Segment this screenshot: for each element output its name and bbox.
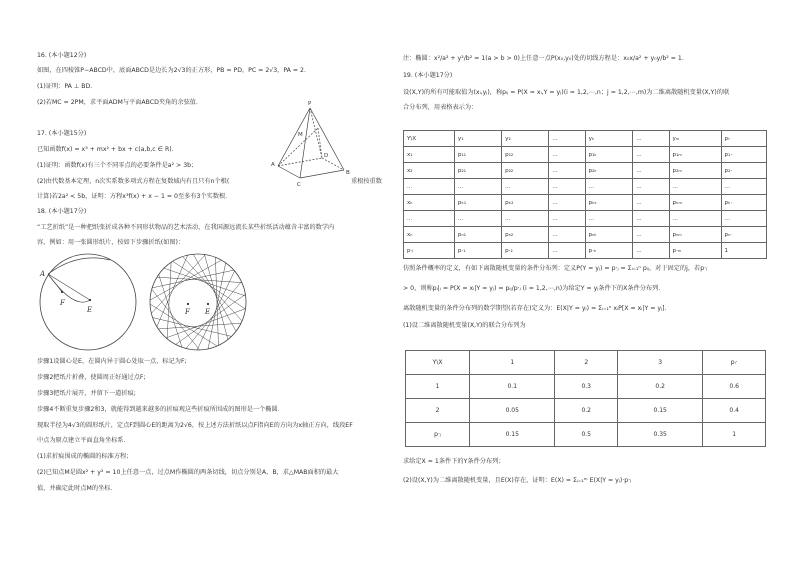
fold-figure-1 — [38, 252, 138, 352]
q19-ask1: 求给定X = 1条件下的Y条件分布列； — [403, 458, 505, 465]
grid-table-cell: ... — [502, 179, 549, 195]
fold-figure-2 — [148, 252, 248, 352]
dist-table-cell: 0.35 — [618, 423, 703, 447]
crease-line — [208, 263, 226, 349]
dist-table-cell: p·ⱼ — [406, 423, 470, 447]
grid-table-cell: xₖ — [404, 195, 455, 211]
label-circ-A: A — [40, 270, 46, 278]
segment-AE — [48, 274, 90, 300]
dist-table-cell: 0.4 — [703, 399, 766, 423]
crease-line — [197, 271, 235, 350]
dist-table-row — [406, 399, 766, 423]
dist-table-row — [406, 351, 766, 375]
grid-table-cell: x₂ — [404, 163, 455, 179]
edge-PC — [310, 108, 344, 170]
grid-table-cell: 1 — [721, 243, 766, 259]
dist-table-cell: 0.2 — [555, 399, 618, 423]
grid-table-cell: ... — [633, 211, 669, 227]
grid-table-cell: p₂· — [721, 163, 766, 179]
grid-table-cell: xₙ — [404, 227, 455, 243]
crease-lines — [150, 254, 246, 350]
grid-table-cell: ... — [549, 179, 585, 195]
label-circ-F: F — [60, 299, 65, 307]
grid-table-cell: p₂ₘ — [669, 163, 721, 179]
grid-table-cell: ... — [549, 195, 585, 211]
point-E — [89, 299, 91, 301]
grid-table-cell: ... — [454, 179, 501, 195]
grid-table-cell: p₂₂ — [502, 163, 549, 179]
label-M: M — [298, 132, 303, 138]
point2-F — [187, 303, 189, 305]
q16-part2: (2)若MC = 2PM，求平面ADM与平面ABCD夹角的余弦值． — [37, 99, 203, 106]
edge-AB — [278, 166, 300, 178]
q18-setup2: 中点为原点建立平面直角坐标系． — [37, 437, 130, 444]
grid-table-cell: ... — [669, 179, 721, 195]
label-circ2-F: F — [185, 308, 190, 316]
right-column — [397, 0, 794, 562]
q18-step4: 步骤4不断重复步骤2和3，就能得到越来越多的折痕观这些折痕所围成的图形是一个椭圆． — [37, 406, 284, 413]
point-F — [61, 291, 63, 293]
q17-part1: (1)证明：函数f(x)有三个不同零点的必要条件是a² > 3b； — [37, 162, 198, 169]
label-circ2-E: E — [205, 308, 211, 316]
edge-PD — [310, 108, 322, 158]
q19-intro1: 设(X,Y)的所有可能取值为(xᵢ,yⱼ)，称pᵢⱼ = P(X = xᵢ,Y = yⱼ)(i = 1,2,⋯,n；j = 1,2,⋯,m)为二维离散随机变量(X,Y)的联 — [403, 89, 730, 96]
crease-line — [158, 323, 241, 329]
grid-table-cell: p₁₂ — [502, 147, 549, 163]
grid-table-cell: p₁ₘ — [669, 147, 721, 163]
q19-part1: (1)设二维离散随机变量(X,Y)的联合分布列为 — [403, 322, 526, 329]
grid-table-cell: y₂ — [502, 131, 549, 147]
grid-table-row — [404, 131, 767, 147]
grid-table-cell: ... — [721, 211, 766, 227]
edge-AD — [278, 158, 322, 166]
grid-table-row — [404, 243, 767, 259]
grid-table-cell: y₁ — [454, 131, 501, 147]
grid-table-row — [404, 163, 767, 179]
q16-header: 16. (本小题12分) — [37, 52, 87, 59]
q19-intro2: 合分布列，用表格表示为： — [403, 104, 478, 111]
grid-table-cell: pₖₖ — [585, 195, 633, 211]
ellipse-note: 注：椭圆：x²/a² + y²/b² = 1(a > b > 0)上任意一点P(x₀,y₀)处的切线方程是：x₀x/a² + y₀y/b² = 1． — [403, 55, 689, 62]
dist-table-cell: 1 — [470, 351, 555, 375]
grid-table-cell: x₁ — [404, 147, 455, 163]
crease-line — [167, 262, 171, 339]
grid-table-cell: ... — [633, 163, 669, 179]
grid-table-row — [404, 211, 767, 227]
fold-arc — [48, 258, 110, 274]
q19-header: 19. (本小题17分) — [403, 72, 453, 79]
label-circ-E: E — [87, 306, 93, 314]
crease-line — [153, 318, 232, 337]
dist-table-cell: 0.6 — [703, 375, 766, 399]
grid-table-cell: ... — [585, 211, 633, 227]
grid-table-cell: p₂₁ — [454, 163, 501, 179]
joint-distribution-table — [405, 350, 766, 447]
grid-table-cell: p·ₘ — [669, 243, 721, 259]
dist-table-cell: 1 — [406, 375, 470, 399]
grid-table-cell: ... — [633, 227, 669, 243]
q18-part2a: (2)已知点M是圆x² + y² = 10上任意一点，过点M作椭圆的两条切线，切点分别是A，B，求△MAB面积的最大 — [37, 469, 339, 476]
q18-part2b: 值，并确定此时点M的坐标． — [37, 485, 117, 492]
grid-table-row — [404, 227, 767, 243]
joint-distribution-general-table — [403, 130, 767, 259]
grid-table-cell: pₙₘ — [669, 227, 721, 243]
grid-table-cell: p·₂ — [502, 243, 549, 259]
crease-line — [152, 289, 200, 350]
dist-table-cell: 2 — [406, 399, 470, 423]
grid-table-cell: ... — [633, 243, 669, 259]
edge-PB — [300, 108, 310, 178]
segment-AF — [48, 274, 62, 292]
dist-table-row — [406, 375, 766, 399]
grid-table-cell: ... — [549, 131, 585, 147]
q19-after1: 仿照条件概率的定义，有如下离散随机变量的条件分布列：定义P(Y = yⱼ) = p·ⱼ = Σᵢ₌₁ⁿ pᵢⱼ，对于固定的j，若p·ⱼ — [403, 265, 708, 272]
q18-intro2: 容，例如：用一张圆形纸片，按如下步骤折纸(如图)： — [37, 239, 185, 246]
grid-table-cell: ... — [502, 211, 549, 227]
grid-table-cell: p₁₁ — [454, 147, 501, 163]
q17-header: 17. (本小题15分) — [37, 130, 87, 137]
q16-part1: (1)证明：PA ⊥ BD． — [37, 83, 97, 90]
label-B: B — [346, 170, 350, 176]
grid-table-cell: ... — [549, 227, 585, 243]
grid-table-cell: ... — [633, 131, 669, 147]
grid-table-cell: ... — [454, 211, 501, 227]
grid-table-cell: pₙ₂ — [502, 227, 549, 243]
dist-table-cell: 0.2 — [618, 375, 703, 399]
q18-step3: 步骤3把纸片展开，并留下一道折痕; — [37, 390, 136, 397]
crease-line — [152, 270, 234, 288]
grid-table-cell: pᵢ· — [721, 131, 766, 147]
dist-table-cell: 0.15 — [470, 423, 555, 447]
crease-line — [157, 277, 242, 282]
q18-intro1: “工艺折纸”是一种把纸张折成各种不同形状物品的艺术活动，在我国源远流长某些折纸活动蕴含丰富的数学内 — [37, 224, 335, 231]
label-A: A — [271, 162, 275, 168]
dist-table-cell: 2 — [555, 351, 618, 375]
dist-table-cell: 0.1 — [470, 375, 555, 399]
grid-table-cell: p·ⱼ — [404, 243, 455, 259]
grid-table-cell: pₖ· — [721, 195, 766, 211]
grid-table-row — [404, 179, 767, 195]
grid-table-row — [404, 147, 767, 163]
grid-table-cell: ... — [585, 179, 633, 195]
grid-table-cell: p·ₖ — [585, 243, 633, 259]
grid-table-cell: ... — [669, 211, 721, 227]
circle-outline — [40, 254, 136, 350]
grid-table-cell: ... — [549, 163, 585, 179]
grid-table-cell: yₖ — [585, 131, 633, 147]
q17-part2a: (2)由代数基本定理，n次实系数多项式方程在复数域内有且只有n个根( — [37, 178, 230, 185]
grid-table-cell: ... — [633, 179, 669, 195]
grid-table-cell: pₖₘ — [669, 195, 721, 211]
pyramid-figure — [270, 100, 350, 190]
q18-setup1: 现取半径为4√3的圆形纸片，定点F到圆心E的距离为2√6，按上述方法折纸以点F指向E的方向为x轴正方向，线段EF — [37, 422, 353, 429]
grid-table-cell: ... — [404, 211, 455, 227]
q19-part2: (2)设(X,Y)为二维离散随机变量，且E(X)存在，证明：E(X) = Σⱼ₌₁ᵐ E(X|Y = yⱼ)·p·ⱼ — [403, 477, 632, 484]
edge-PA — [278, 108, 310, 166]
grid-table-cell: pₖ₂ — [502, 195, 549, 211]
grid-table-cell: p₁ₖ — [585, 147, 633, 163]
dist-table-cell: pᵢ· — [703, 351, 766, 375]
dist-table-cell: 0.3 — [555, 375, 618, 399]
point2-E — [207, 303, 209, 305]
label-P: P — [308, 101, 312, 107]
dist-table-cell: 1 — [703, 423, 766, 447]
grid-table-cell: yₘ — [669, 131, 721, 147]
dist-table-row — [406, 423, 766, 447]
q17-part2a-tail: 重根按重数 — [351, 178, 382, 185]
grid-table-cell: Y\X — [404, 131, 455, 147]
grid-table-cell: pₙₖ — [585, 227, 633, 243]
label-C: C — [297, 182, 301, 188]
grid-table-cell: ... — [633, 147, 669, 163]
q19-after2: > 0，则称pᵢ|ⱼ = P(X = xᵢ|Y = yⱼ) = pᵢⱼ/p·ⱼ (i = 1,2,⋯,n)为给定Y = yⱼ条件下的X条件分布列． — [403, 285, 665, 292]
grid-table-cell: ... — [549, 211, 585, 227]
edge-BC — [300, 170, 344, 178]
grid-table-cell: ... — [633, 195, 669, 211]
dist-table-cell: 3 — [618, 351, 703, 375]
q19-after3: 离散随机变量的条件分布列的数学期望(若存在)定义为：E(X|Y = yⱼ) = Σᵢ₌₁ⁿ xᵢP[X = xᵢ|Y = yⱼ]． — [403, 305, 671, 312]
dist-table-cell: 0.05 — [470, 399, 555, 423]
grid-table-cell: p₁· — [721, 147, 766, 163]
grid-table-cell: ... — [549, 243, 585, 259]
dist-table-cell: 0.5 — [555, 423, 618, 447]
q18-part1: (1)求折痕围成的椭圆的标准方程； — [37, 453, 133, 460]
grid-table-cell: p·₁ — [454, 243, 501, 259]
grid-table-cell: pₖ₁ — [454, 195, 501, 211]
q18-step1: 步骤1设圆心是E，在圆内异于圆心处取一点，标记为F; — [37, 358, 187, 365]
grid-table-cell: pₙ₁ — [454, 227, 501, 243]
q18-header: 18. (本小题17分) — [37, 208, 87, 215]
label-D: D — [324, 153, 329, 159]
dist-table-cell: Y\X — [406, 351, 470, 375]
grid-table-cell: p₂ₖ — [585, 163, 633, 179]
grid-table-cell: pₙ· — [721, 227, 766, 243]
q17-part2b: 计算)若2a² < 5b，证明：方程x³f(x) + x − 1 = 0至多有3个实数根． — [37, 193, 232, 200]
q17-stem: 已知函数f(x) = x³ + mx² + bx + c(a,b,c ∈ R)． — [37, 146, 178, 153]
dist-table-cell: 0.15 — [618, 399, 703, 423]
grid-table-row — [404, 195, 767, 211]
grid-table-cell: ... — [549, 147, 585, 163]
grid-table-cell: ... — [721, 179, 766, 195]
q16-stem: 如图，在四棱锥P−ABCD中，底面ABCD是边长为2√3的正方形，PB = PD，PC = 2√3，PA = 2． — [37, 67, 311, 74]
grid-table-cell: ... — [404, 179, 455, 195]
q18-step2: 步骤2把纸片折叠，使圆周正好通过点F; — [37, 374, 146, 381]
